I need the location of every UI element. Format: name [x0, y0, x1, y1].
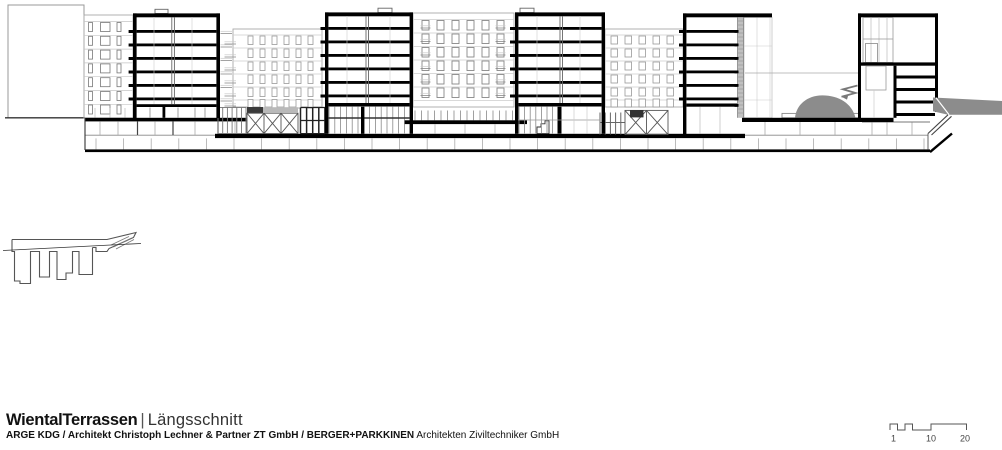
wall-right-t1 [216, 13, 220, 118]
ramp-stair-1 [928, 115, 948, 134]
windows-e1 [117, 23, 121, 32]
windows-e4 [653, 49, 660, 57]
floor-slabs-t2 [328, 95, 409, 98]
windows-e2 [296, 62, 301, 71]
windows-e4 [639, 36, 646, 44]
windows-e3 [452, 48, 459, 58]
windows-e2 [248, 49, 253, 58]
floor-slabs-t4 [686, 71, 737, 74]
balcony-slab-cuts-t4 [679, 30, 684, 33]
windows-e3 [467, 61, 474, 71]
windows-e1 [117, 50, 121, 59]
windows-e4 [667, 88, 674, 96]
scale-label-10: 10 [925, 433, 937, 444]
ramp [933, 98, 1002, 115]
windows-e3 [497, 61, 504, 71]
floor-slabs-t5 [897, 88, 936, 91]
windows-e2 [248, 62, 253, 71]
windows-e3 [467, 34, 474, 44]
signage-band-dark [247, 107, 263, 113]
windows-e2 [248, 100, 253, 109]
floor-slabs-t1 [137, 71, 217, 74]
basement-end-diagonal [930, 134, 952, 153]
floor-slabs-t1 [137, 57, 217, 60]
windows-e1 [117, 78, 121, 87]
balcony-slab-cuts-t2 [321, 41, 326, 44]
windows-e3 [482, 88, 489, 98]
balcony-slab-cuts-t1 [129, 98, 134, 101]
windows-e4 [653, 88, 660, 96]
windows-e1 [117, 64, 121, 73]
windows-e4 [625, 36, 632, 44]
windows-e3 [422, 88, 429, 98]
wall-left-t1 [133, 13, 137, 118]
windows-e4 [611, 36, 618, 44]
windows-e2 [260, 36, 265, 45]
windows-e1 [117, 105, 121, 114]
core-wall-t5 [894, 66, 897, 118]
mid-slab-t5 [861, 62, 935, 65]
floor-slabs-t1 [137, 30, 217, 33]
windows-e4 [653, 36, 660, 44]
windows-e3 [497, 34, 504, 44]
title-separator: | [140, 411, 145, 429]
windows-e2 [308, 36, 313, 45]
balcony-slab-cuts-t2 [321, 54, 326, 57]
windows-e3 [482, 34, 489, 44]
windows-e2 [296, 75, 301, 84]
windows-e3 [437, 34, 444, 44]
windows-e2 [296, 100, 301, 109]
windows-e3 [452, 21, 459, 31]
windows-e1 [89, 50, 93, 59]
windows-e3 [437, 48, 444, 58]
windows-e4 [625, 99, 632, 107]
windows-e3 [437, 61, 444, 71]
windows-e4 [667, 62, 674, 70]
windows-e1 [117, 92, 121, 101]
wall-right-t5 [935, 13, 938, 112]
balcony-slab-cuts-t4 [679, 71, 684, 74]
balcony-slab-cuts-t4 [679, 84, 684, 87]
windows-e2 [284, 62, 289, 71]
balcony-slab-cuts-t2 [321, 81, 326, 84]
balcony-slab-cuts-t1 [129, 71, 134, 74]
windows-e4 [667, 49, 674, 57]
base-slab-t4 [686, 104, 737, 107]
windows-e2 [284, 75, 289, 84]
windows-e1-wide [101, 36, 111, 45]
windows-e3 [437, 21, 444, 31]
windows-e3 [467, 21, 474, 31]
windows-e3 [482, 21, 489, 31]
balcony-slab-cuts-t2 [321, 27, 326, 30]
windows-e3 [497, 21, 504, 31]
balcony-slab-cuts-t1 [129, 57, 134, 60]
windows-e1-wide [101, 50, 111, 59]
signage-band-2 [630, 110, 644, 117]
keyplan-body [12, 240, 93, 284]
terrace-deck-slab [742, 118, 894, 122]
drawing-type: Längsschnitt [147, 411, 243, 429]
windows-e3 [452, 88, 459, 98]
window-t5 [866, 66, 886, 90]
floor-slabs-t4 [686, 44, 737, 47]
windows-e3 [437, 88, 444, 98]
floor-slabs-t5 [897, 113, 936, 116]
floor-slabs-t1 [137, 44, 217, 47]
windows-e4 [611, 75, 618, 83]
gf-pier-t2 [361, 107, 364, 134]
wall-left-t2 [325, 12, 328, 133]
inner-panel-t5 [866, 44, 878, 63]
windows-e2 [260, 75, 265, 84]
gf-wall-t1 [163, 107, 166, 118]
balcony-slab-cuts-t3 [510, 54, 516, 57]
windows-e3 [482, 48, 489, 58]
windows-e3 [437, 75, 444, 85]
balcony-slab-cuts-t1 [129, 44, 134, 47]
terrace-slab [404, 120, 527, 124]
floor-slabs-t2 [328, 68, 409, 71]
ramp-stair-2 [932, 116, 952, 135]
credit-line [6, 430, 559, 441]
windows-e3 [422, 34, 429, 44]
shaft-slab-nubs [735, 84, 739, 87]
balcony-slab-cuts-t2 [321, 95, 326, 98]
windows-e1 [117, 36, 121, 45]
windows-e2 [308, 62, 313, 71]
windows-e3 [452, 34, 459, 44]
windows-e2 [260, 88, 265, 97]
windows-e1 [89, 92, 93, 101]
shaft-slab-nubs [735, 104, 739, 107]
windows-e4 [653, 75, 660, 83]
windows-e2 [308, 88, 313, 97]
windows-e4 [625, 88, 632, 96]
shaft-slab-nubs [735, 57, 739, 60]
windows-e2 [272, 88, 277, 97]
windows-e3 [422, 61, 429, 71]
windows-e4 [639, 88, 646, 96]
floor-slabs-t1 [137, 84, 217, 87]
windows-e4 [611, 62, 618, 70]
balcony-slab-cuts-t3 [510, 81, 516, 84]
balcony-slab-cuts-t4 [679, 44, 684, 47]
floor-slabs-t2 [328, 27, 409, 30]
floor-slabs-t4 [686, 84, 737, 87]
windows-e2 [272, 49, 277, 58]
shaft-slab-nubs [735, 98, 739, 101]
balcony-slab-cuts-t3 [510, 68, 516, 71]
windows-e1-wide [101, 78, 111, 87]
windows-e1 [89, 78, 93, 87]
shaft-slab-nubs [735, 44, 739, 47]
balcony-slab-cuts-t3 [510, 95, 516, 98]
floor-slabs-t4 [686, 30, 737, 33]
title-block [6, 411, 559, 441]
balcony-slab-cuts-t3 [510, 41, 516, 44]
windows-e2 [272, 100, 277, 109]
windows-e4 [667, 75, 674, 83]
windows-e1-wide [101, 105, 111, 114]
credit-regular: Architekten Ziviltechniker GmbH [416, 430, 560, 441]
credit-bold: ARGE KDG / Architekt Christoph Lechner & Partner ZT GmbH / BERGER+PARKKINEN [6, 430, 415, 441]
windows-e4 [667, 36, 674, 44]
windows-e3 [422, 75, 429, 85]
basement-bottom-slab [85, 149, 930, 152]
base-slab-t2 [328, 103, 409, 107]
windows-e1 [89, 64, 93, 73]
wall-left-t5 [858, 13, 861, 118]
roof-slab-t4 [683, 13, 772, 17]
wall-left-t3 [515, 12, 518, 133]
roof-parapet-t1 [155, 9, 168, 13]
floor-slabs-t2 [328, 41, 409, 44]
windows-e2 [248, 36, 253, 45]
windows-e4 [625, 75, 632, 83]
windows-e4 [625, 62, 632, 70]
windows-e4 [639, 75, 646, 83]
windows-e2 [260, 100, 265, 109]
windows-e2 [284, 49, 289, 58]
base-slab-t3 [518, 103, 601, 107]
windows-e2 [284, 36, 289, 45]
courtyard-outline [8, 5, 84, 118]
balcony-slab-cuts-t3 [510, 27, 516, 30]
windows-e2 [248, 88, 253, 97]
windows-e1 [89, 36, 93, 45]
windows-e2 [248, 75, 253, 84]
windows-e2 [308, 75, 313, 84]
windows-e3 [467, 75, 474, 85]
wall-left-t4 [683, 13, 686, 134]
floor-slabs-t5 [897, 76, 936, 79]
windows-e2 [284, 100, 289, 109]
windows-e3 [422, 48, 429, 58]
windows-e4 [611, 88, 618, 96]
balcony-slab-cuts-t4 [679, 98, 684, 101]
roof-slab-t3 [515, 12, 605, 16]
windows-e4 [639, 99, 646, 107]
roof-slab-t5 [858, 13, 938, 17]
glazing-frame-t5 [863, 18, 893, 63]
balcony-slab-cuts-t2 [321, 68, 326, 71]
wall-right-t3 [602, 12, 605, 133]
roof-slab-t2 [325, 12, 413, 16]
windows-e2 [260, 62, 265, 71]
windows-e3 [467, 88, 474, 98]
windows-e4 [653, 62, 660, 70]
windows-e1 [89, 23, 93, 32]
windows-e2 [272, 75, 277, 84]
windows-e2 [272, 62, 277, 71]
balcony-slab-cuts-t4 [679, 57, 684, 60]
windows-e2 [260, 49, 265, 58]
floor-slabs-t4 [686, 57, 737, 60]
windows-e2 [284, 88, 289, 97]
windows-e2 [296, 88, 301, 97]
windows-e2 [296, 36, 301, 45]
windows-e3 [497, 88, 504, 98]
wall-right-t2 [410, 12, 413, 133]
windows-e1-wide [101, 64, 111, 73]
windows-e3 [482, 75, 489, 85]
windows-e3 [452, 75, 459, 85]
scale-bar [890, 424, 967, 430]
windows-e3 [482, 61, 489, 71]
windows-e4 [611, 99, 618, 107]
windows-e2 [308, 100, 313, 109]
background-facade-t4 [744, 17, 772, 118]
floor-slabs-t4 [686, 98, 737, 101]
windows-e4 [639, 49, 646, 57]
windows-e1-wide [101, 23, 111, 32]
windows-e3 [422, 21, 429, 31]
windows-e3 [497, 75, 504, 85]
windows-e2 [308, 49, 313, 58]
roof-slab-t1 [133, 13, 220, 17]
windows-e4 [639, 62, 646, 70]
drawing-title-line [6, 411, 559, 429]
shaft-slab-nubs [735, 30, 739, 33]
windows-e4 [653, 99, 660, 107]
windows-e2 [296, 49, 301, 58]
shaft-slab-nubs [735, 71, 739, 74]
floor-slabs-t2 [328, 81, 409, 84]
roof-parapet-t3 [520, 8, 534, 12]
roof-parapet-t2 [378, 8, 392, 12]
project-title: WientalTerrassen [6, 411, 138, 429]
balcony-slab-cuts-t1 [129, 30, 134, 33]
floor-slabs-t1 [137, 98, 217, 101]
scale-label-20: 20 [959, 433, 971, 444]
windows-e4 [625, 49, 632, 57]
balcony-slab-cuts-t1 [129, 84, 134, 87]
windows-e2 [272, 36, 277, 45]
keyplan-hatch [111, 237, 134, 250]
windows-e1 [89, 105, 93, 114]
floor-slabs-t1 [137, 104, 217, 107]
windows-e3 [497, 48, 504, 58]
windows-e3 [452, 61, 459, 71]
signage-band-gray [263, 107, 298, 112]
floor-slabs-t5 [897, 101, 936, 104]
windows-e3 [467, 48, 474, 58]
windows-e4 [667, 99, 674, 107]
windows-e4 [611, 49, 618, 57]
floor-slabs-t2 [328, 54, 409, 57]
scale-label-1: 1 [890, 433, 897, 444]
windows-e1-wide [101, 92, 111, 101]
tree-arrow-zigzag [842, 86, 858, 97]
